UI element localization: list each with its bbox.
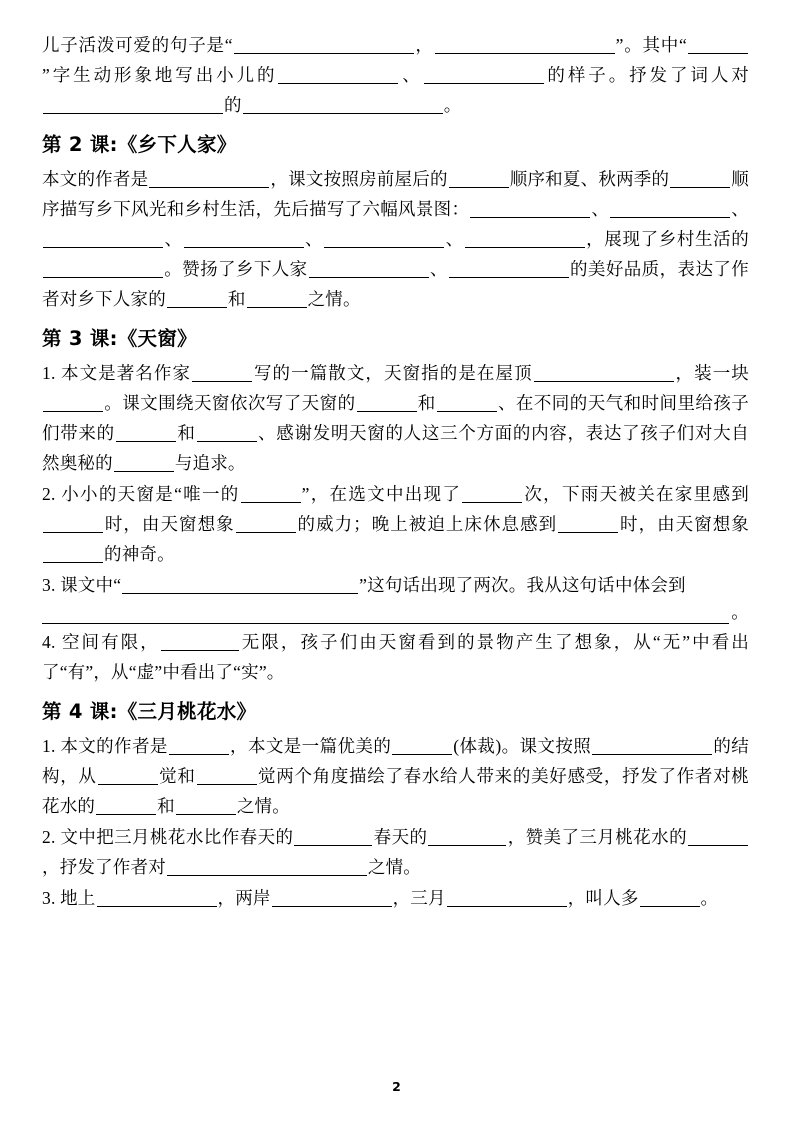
text-run: 、 [731,199,749,219]
blank-line[interactable] [392,739,452,755]
blank-line[interactable] [428,830,506,846]
text-run: 。课文围绕天窗依次写了天窗的 [104,393,356,413]
blank-line[interactable] [670,172,730,188]
text-run: ，本文是一篇优美的 [229,736,392,756]
text-run: 、在不同的天气和时间里给孩子们带来的 [42,393,749,443]
lesson-4-paragraph-1 [42,731,749,821]
text-run: ”这句话出现了两次。我从这句话中体会到 [359,575,686,595]
blank-line[interactable] [688,38,748,54]
text-run: 、 [429,259,448,279]
blank-line[interactable] [610,202,730,218]
lesson-heading-2: 第 2 课:《乡下人家》 [42,133,237,156]
text-run: ，三月 [392,888,446,908]
blank-line[interactable] [272,891,392,907]
blank-line[interactable] [197,426,257,442]
top-paragraph-text-3: ”。其中“ [615,35,688,55]
text-run: 时，由天窗想象 [104,514,235,534]
blank-line[interactable] [96,799,156,815]
blank-line[interactable] [447,891,567,907]
text-run: 2. 文中把三月桃花水比作春天的 [42,827,294,847]
lesson-4-paragraph-3 [42,883,749,913]
blank-line[interactable] [114,456,174,472]
blank-line[interactable] [437,396,497,412]
blank-line[interactable] [435,38,615,54]
text-run: 1. 本文的作者是 [42,736,168,756]
text-run: 的神奇。 [104,544,175,564]
text-run: 的结构，从 [42,736,749,786]
text-run: 之情。 [367,857,422,877]
text-run: 、 [304,229,324,249]
blank-line[interactable] [449,262,569,278]
text-run: 和 [417,393,436,413]
top-paragraph-text-6: 、 [399,65,423,85]
text-run: 写的一篇散文，天窗指的是在屋顶 [253,363,533,383]
text-run: 、 [445,229,464,249]
lesson-3-paragraph-2 [42,479,749,569]
text-run: ，装一块 [674,363,749,383]
lesson-section-4 [42,695,749,913]
text-run: 和 [157,796,175,816]
text-run: 的美好品质，表达了作者对乡下人家的 [42,259,749,309]
lesson-section-3 [42,322,749,687]
text-run: 本文的作者是 [42,169,149,189]
text-run: 和 [227,289,246,309]
top-paragraph-text-9: 。 [443,95,462,115]
blank-line[interactable] [184,232,304,248]
blank-line-full[interactable] [42,601,749,624]
lesson-heading-4: 第 4 课:《三月桃花水》 [42,700,257,723]
blank-line[interactable] [324,232,444,248]
top-paragraph-text-1: 儿子活泼可爱的句子是“ [42,35,233,55]
text-run: 次，下雨天被关在家里感到 [523,484,749,504]
blank-line[interactable] [234,38,414,54]
lesson-section-2 [42,128,749,314]
text-run: (体裁)。课文按照 [453,736,592,756]
blank-line[interactable] [534,366,674,382]
blank-line[interactable] [465,232,585,248]
blank-line[interactable] [167,860,367,876]
lesson-3-paragraph-1 [42,358,749,478]
top-paragraph-text-5: 字生动形象地写出小儿的 [49,65,278,85]
text-run: 、感谢发明天窗的人这三个方面的内容，表达了孩子们对大自然奥秘的 [42,423,749,473]
page-number: 2 [392,1079,401,1094]
text-run: ，抒发了作者对 [42,857,166,877]
blank-line[interactable] [192,366,252,382]
text-run: 与追求。 [174,453,246,473]
lesson-3-paragraph-3 [42,570,749,600]
blank-line[interactable] [640,891,700,907]
blank-line[interactable] [116,426,176,442]
text-run: 2. 小小的天窗是“唯一的 [42,484,240,504]
blank-line[interactable] [43,547,103,563]
lesson-4-paragraph-2 [42,822,749,882]
top-paragraph [42,30,749,120]
blank-line[interactable] [424,68,544,84]
text-run: 顺序描写乡下风光和乡村生活，先后描写了六幅风景图： [42,169,750,219]
blank-line[interactable] [43,396,103,412]
text-run: 时，由天窗想象 [619,514,749,534]
text-run: 、 [591,199,610,219]
blank-line[interactable] [169,739,229,755]
text-run: 。 [700,888,719,908]
text-run: ，课文按照房前屋后的 [270,169,448,189]
blank-line[interactable] [161,635,239,651]
blank-line[interactable] [149,172,269,188]
blank-line[interactable] [43,232,163,248]
text-run: 春天的 [373,827,428,847]
text-run: 无限，孩子们由天窗看到的景物产生了想象，从“无”中看出了“有”，从“虚”中看出了“实”。 [42,632,749,682]
top-paragraph-text-8: 的 [224,95,242,115]
text-run: 、 [164,229,183,249]
lesson-3-paragraph-4 [42,627,749,687]
blank-line[interactable] [167,292,227,308]
text-run: 觉两个角度描绘了春水给人带来的美好感受，抒发了作者对桃花水的 [42,766,749,816]
text-run: 顺序和夏、秋两季的 [509,169,670,189]
blank-line[interactable] [176,799,236,815]
blank-line[interactable] [98,769,158,785]
text-run: ，叫人多 [567,888,639,908]
text-run: 3. 地上 [42,888,96,908]
blank-line[interactable] [241,487,301,503]
blank-line[interactable] [236,517,296,533]
blank-line[interactable] [294,830,372,846]
blank-line[interactable] [278,68,398,84]
blank-line[interactable] [357,396,417,412]
text-run: ，两岸 [217,888,271,908]
text-run: ”，在选文中出现了 [301,484,462,504]
text-run: 和 [176,423,196,443]
lesson-2-paragraph-1 [42,164,749,314]
text-run: 4. 空间有限， [42,632,160,652]
blank-line[interactable] [449,172,509,188]
text-run: 3. 课文中“ [42,575,122,595]
lesson-3-answer-line[interactable] [42,601,749,627]
blank-line[interactable] [247,292,307,308]
blank-line[interactable] [122,578,358,594]
text-run: 之情。 [236,796,290,816]
blank-line[interactable] [43,517,103,533]
top-paragraph-text-4: ” [42,65,50,85]
blank-line[interactable] [558,517,618,533]
top-paragraph-text-2: ， [414,35,434,55]
blank-line[interactable] [197,769,257,785]
lesson-heading-3: 第 3 课:《天窗》 [42,327,197,350]
text-run: 1. 本文是著名作家 [42,363,192,383]
blank-line[interactable] [243,98,443,114]
blank-line[interactable] [43,262,163,278]
text-run: 之情。 [307,289,361,309]
blank-line[interactable] [97,891,217,907]
blank-line[interactable] [462,487,522,503]
text-run: 的威力；晚上被迫上床休息感到 [296,514,558,534]
text-run: 。赞扬了乡下人家 [164,259,308,279]
blank-line[interactable] [43,98,223,114]
text-run: 。 [729,597,749,627]
top-paragraph-text-7: 的样子。抒发了词人对 [544,65,749,85]
blank-line[interactable] [309,262,429,278]
blank-line[interactable] [688,830,748,846]
blank-line[interactable] [470,202,590,218]
text-run: ，赞美了三月桃花水的 [507,827,688,847]
blank-line[interactable] [592,739,712,755]
text-run: ，展现了乡村生活的 [585,229,749,249]
text-run: 觉和 [158,766,196,786]
